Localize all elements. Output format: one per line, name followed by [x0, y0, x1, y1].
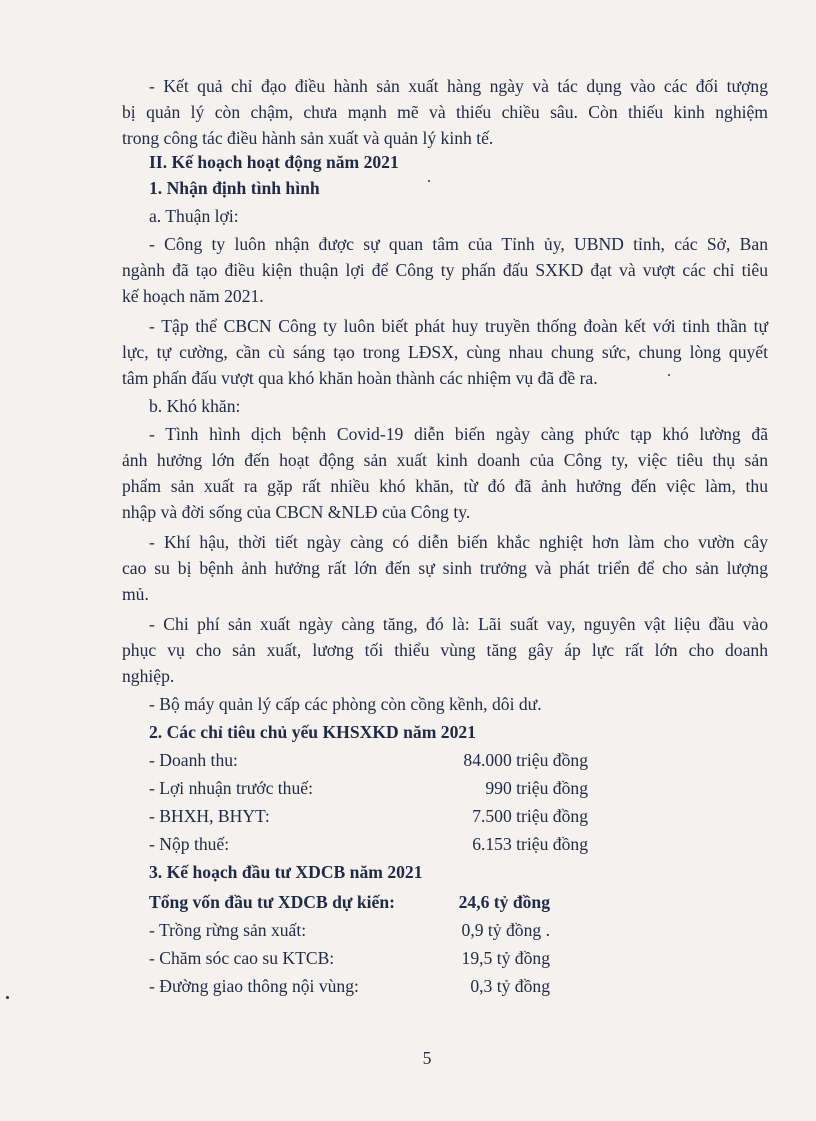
target-label: - Nộp thuế: [149, 834, 230, 854]
section-heading: II. Kế hoạch hoạt động năm 2021 [149, 152, 399, 172]
subsection-heading: 2. Các chỉ tiêu chủ yếu KHSXKD năm 2021 [149, 722, 476, 742]
text-line: - Tập thể CBCN Công ty luôn biết phát huy truyền thống đoàn kết với tinh thần tự [149, 316, 768, 336]
target-value: 990 triệu đồng [485, 778, 588, 798]
subsection-heading: 3. Kế hoạch đầu tư XDCB năm 2021 [149, 862, 423, 882]
investment-value: 0,9 tỷ đồng . [461, 920, 550, 940]
text-line: nhập và đời sống của CBCN &NLĐ của Công ty. [122, 502, 471, 522]
investment-total-value: 24,6 tỷ đồng [458, 892, 550, 912]
text-line: - Công ty luôn nhận được sự quan tâm của Tỉnh ủy, UBND tỉnh, các Sở, Ban [149, 234, 768, 254]
text-line: ảnh hưởng lớn đến hoạt động sản xuất kinh doanh của Công ty, việc tiêu thụ sản [122, 450, 768, 470]
page-number: 5 [422, 1048, 432, 1068]
text-line: tâm phấn đấu vượt qua khó khăn hoàn thành các nhiệm vụ đã đề ra. [122, 368, 598, 388]
target-value: 6.153 triệu đồng [472, 834, 588, 854]
text-line: phẩm sản xuất ra gặp rất nhiều khó khăn, từ đó đã ảnh hưởng đến việc làm, thu [122, 476, 768, 496]
text-line: trong công tác điều hành sản xuất và quản lý kinh tế. [122, 128, 494, 148]
text-line: nghiệp. [122, 666, 175, 686]
target-label: - Doanh thu: [149, 750, 238, 770]
text-line: phục vụ cho sản xuất, lương tối thiểu vùng tăng gây áp lực rất lớn cho doanh [122, 640, 768, 660]
scan-speck [428, 180, 430, 182]
text-line: ngành đã tạo điều kiện thuận lợi để Công ty phấn đấu SXKD đạt và vượt các chỉ tiêu [122, 260, 768, 280]
target-label: - Lợi nhuận trước thuế: [149, 778, 313, 798]
investment-value: 0,3 tỷ đồng [470, 976, 550, 996]
text-line: kế hoạch năm 2021. [122, 286, 264, 306]
investment-label: - Trồng rừng sản xuất: [149, 920, 307, 940]
investment-label: - Đường giao thông nội vùng: [149, 976, 359, 996]
scan-speck [6, 996, 9, 999]
text-line: - Chi phí sản xuất ngày càng tăng, đó là: Lãi suất vay, nguyên vật liệu đầu vào [149, 614, 768, 634]
subsection-heading: 1. Nhận định tình hình [149, 178, 320, 198]
scan-speck [668, 374, 670, 376]
text-line: bị quản lý còn chậm, chưa mạnh mẽ và thiếu chiều sâu. Còn thiếu kinh nghiệm [122, 102, 768, 122]
target-value: 7.500 triệu đồng [472, 806, 588, 826]
text-line: cao su bị bệnh ảnh hưởng rất lớn đến sự sinh trưởng và phát triển để cho sản lượng [122, 558, 768, 578]
text-line: lực, tự cường, cần cù sáng tạo trong LĐSX, cùng nhau chung sức, chung lòng quyết [122, 342, 768, 362]
sub-heading: b. Khó khăn: [149, 396, 241, 416]
target-value: 84.000 triệu đồng [463, 750, 588, 770]
text-line: - Bộ máy quản lý cấp các phòng còn cồng kềnh, dôi dư. [149, 694, 542, 714]
text-line: - Khí hậu, thời tiết ngày càng có diễn biến khắc nghiệt hơn làm cho vườn cây [149, 532, 768, 552]
sub-heading: a. Thuận lợi: [149, 206, 239, 226]
investment-total-label: Tổng vốn đầu tư XDCB dự kiến: [149, 892, 395, 912]
text-line: mủ. [122, 584, 149, 604]
investment-value: 19,5 tỷ đồng [461, 948, 550, 968]
investment-label: - Chăm sóc cao su KTCB: [149, 948, 335, 968]
text-line: - Kết quả chỉ đạo điều hành sản xuất hàng ngày và tác dụng vào các đối tượng [149, 76, 768, 96]
target-label: - BHXH, BHYT: [149, 806, 270, 826]
text-line: - Tình hình dịch bệnh Covid-19 diễn biến ngày càng phức tạp khó lường đã [149, 424, 768, 444]
